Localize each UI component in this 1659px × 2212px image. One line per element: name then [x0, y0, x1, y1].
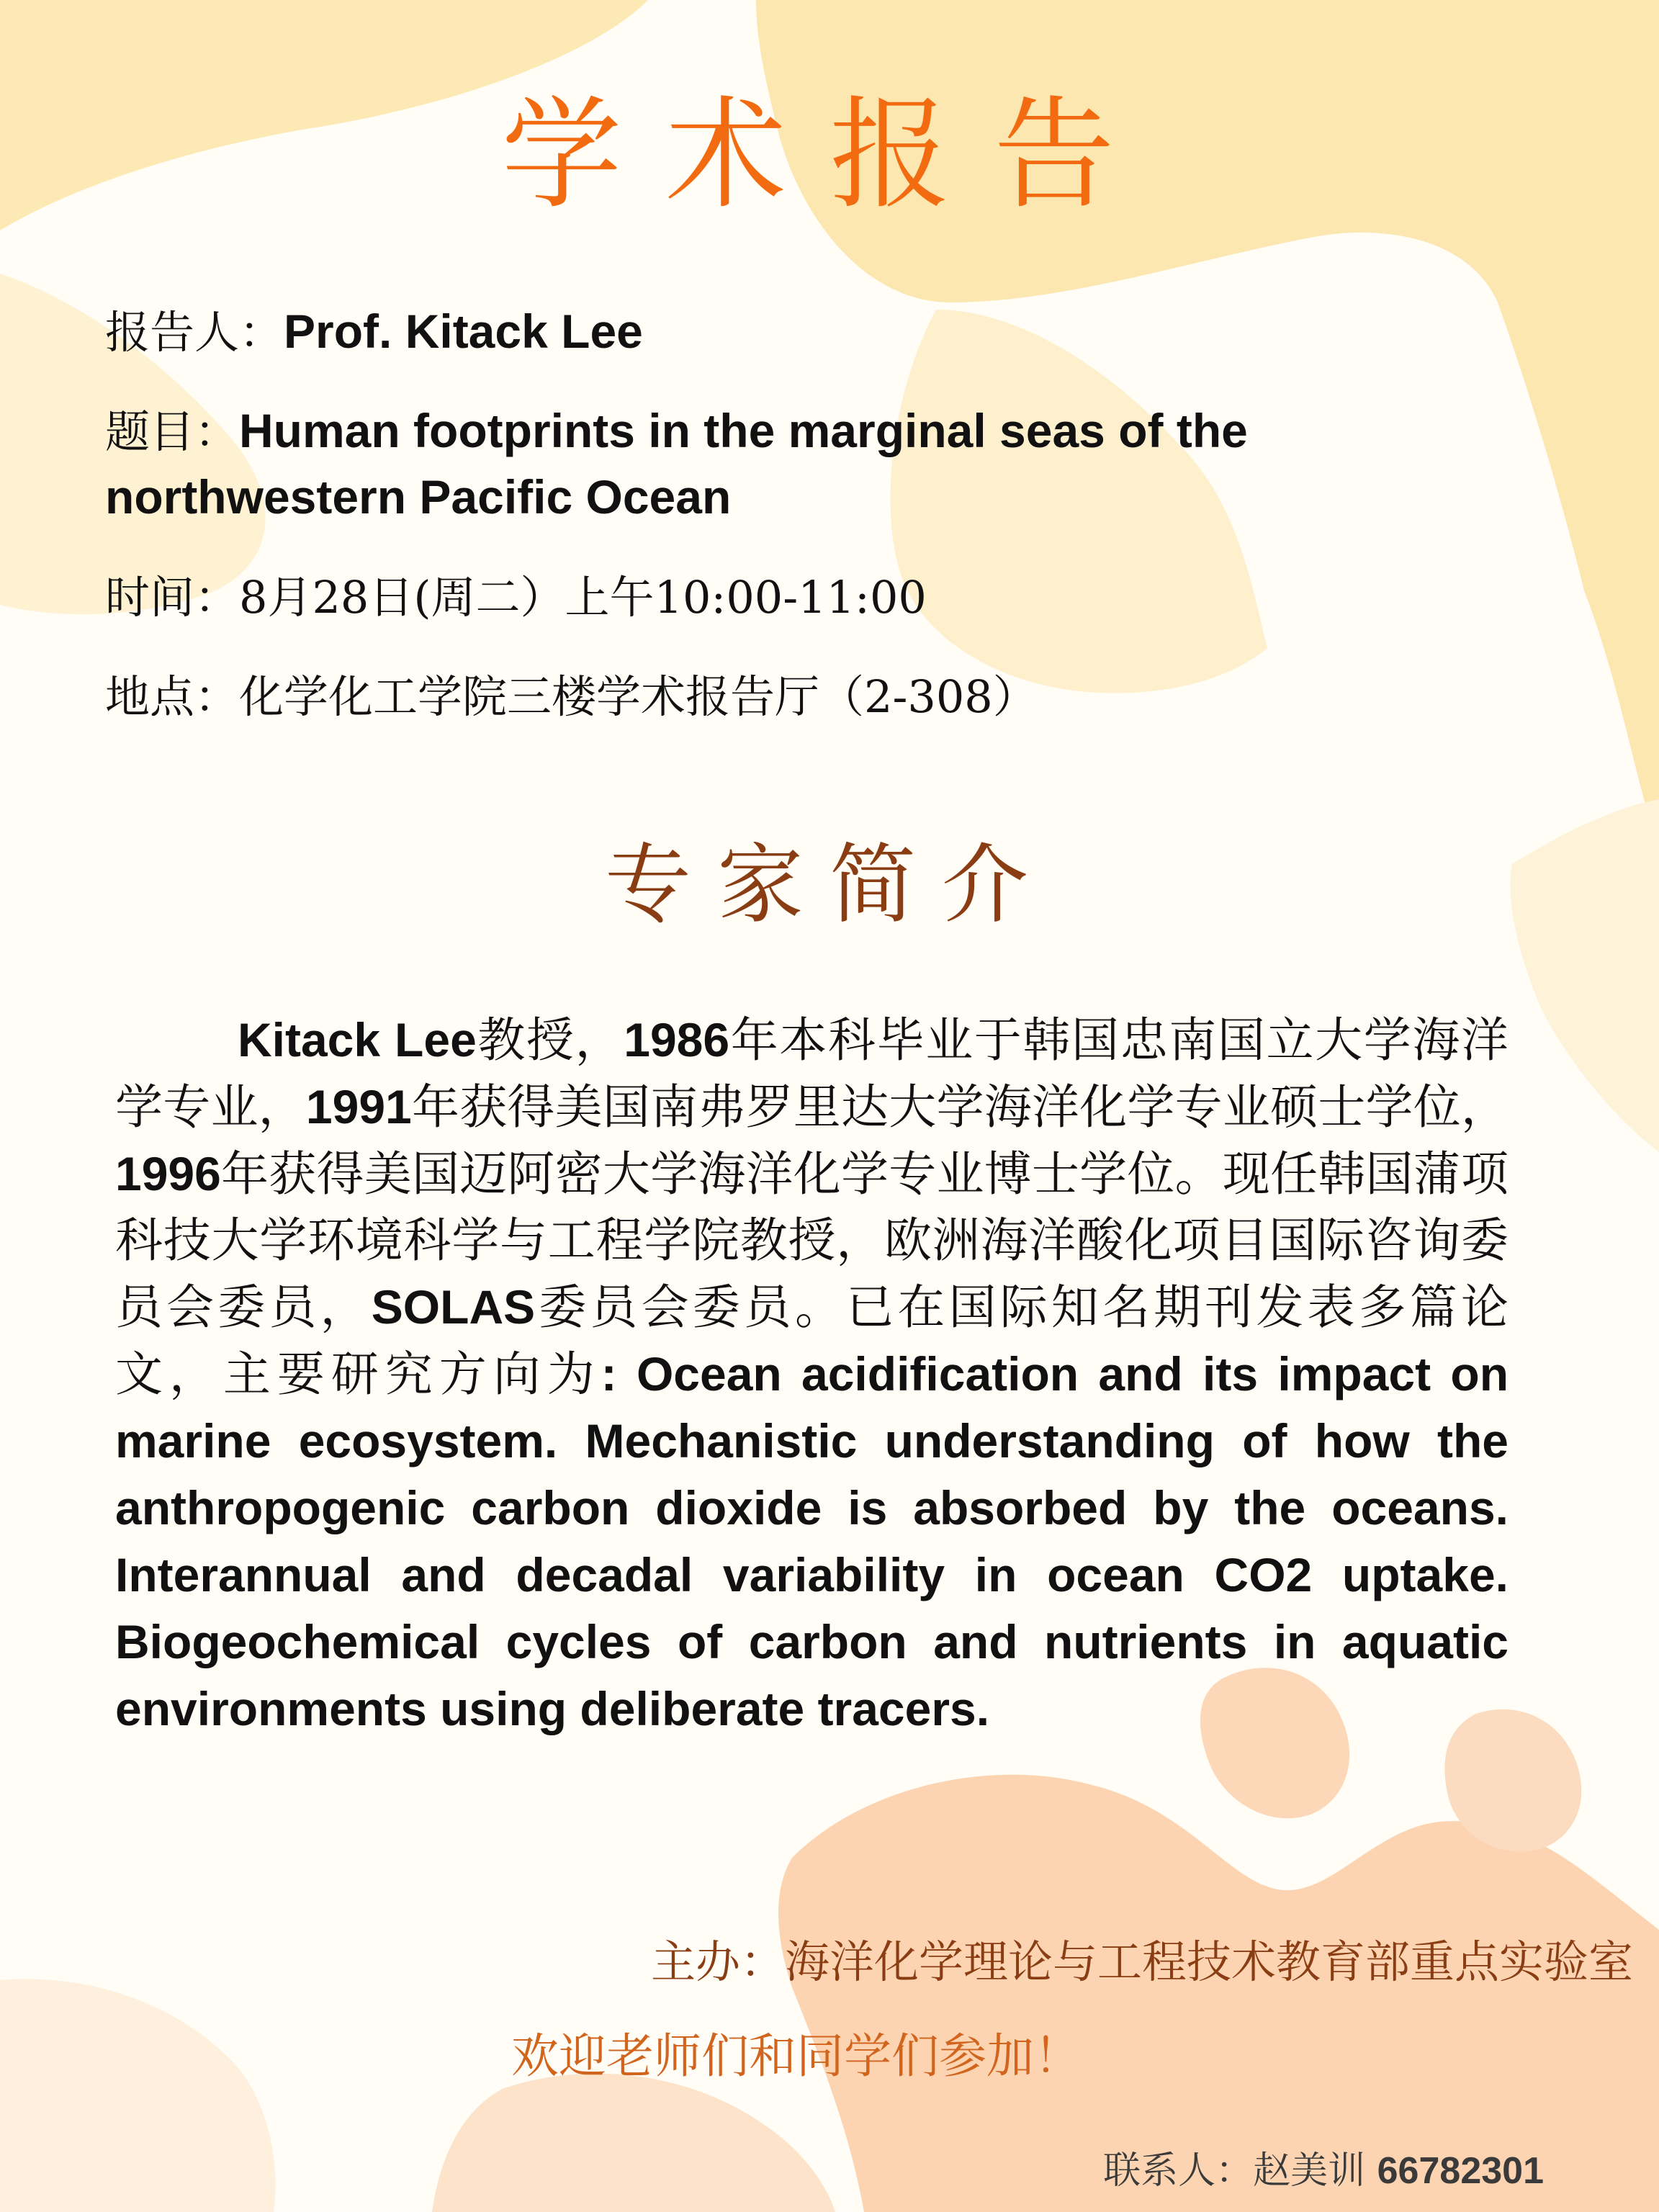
- bio-paragraph: [115, 1007, 1509, 1743]
- place-line: [105, 664, 1038, 730]
- page-title: 学术报告: [501, 84, 1158, 225]
- bio-research: : Ocean acidification and its impact on marine ecosystem. Mechanistic understanding of how the anthropogenic carbon dioxide is absorbed by the oceans. Interannual and decadal variability in ocean CO2 uptake. Biogeochemical cycles of carbon and nutrients in aquatic environments using deliberate tracers.: [115, 1347, 1509, 1735]
- topic-text-2: northwestern Pacific Ocean: [105, 470, 732, 523]
- time-label: 时间：: [105, 571, 240, 624]
- time-value: 8月28日(周二）上午10:00-11:00: [239, 571, 927, 624]
- bio-year-1: 1986: [624, 1013, 730, 1066]
- time-line: [105, 565, 927, 631]
- bio-text-2: 年本科毕业于韩国忠南国立大学海洋学专业，: [115, 1012, 1509, 1135]
- bio-title: 专家简介: [605, 835, 1054, 935]
- bio-text-1: 教授，: [476, 1012, 624, 1068]
- host-organizer: 主办：海洋化学理论与工程技术教育部重点实验室: [650, 1936, 1633, 1988]
- bio-year-2: 1991: [305, 1080, 412, 1133]
- place-value: 化学化工学院三楼学术报告厅（2-308）: [239, 670, 1038, 723]
- welcome-message: 欢迎老师们和同学们参加！: [511, 2028, 1082, 2084]
- bio-text-4: 年获得美国迈阿密大学海洋化学专业博士学位。现任韩国蒲项科技大学环境科学与工程学院教授，欧洲海洋酸化项目国际咨询委员会委员，: [115, 1146, 1509, 1335]
- bio-name: Kitack Lee: [238, 1013, 477, 1066]
- contact-phone: 66782301: [1377, 2150, 1544, 2192]
- speaker-label: 报告人：: [105, 306, 284, 359]
- place-label: 地点：: [105, 670, 240, 723]
- contact-info: [1103, 2142, 1544, 2200]
- contact-label: 联系人：赵美训: [1103, 2149, 1366, 2193]
- topic-line-2: [105, 464, 731, 531]
- speaker-name: Prof. Kitack Lee: [284, 305, 643, 358]
- bio-text-3: 年获得美国南弗罗里达大学海洋化学专业硕士学位，: [411, 1079, 1509, 1135]
- bio-year-3: 1996: [115, 1147, 221, 1200]
- bio-text-5: 委员会委员。已在国际知名期刊发表多篇论文，主要研究方向为: [115, 1280, 1509, 1402]
- bio-org: SOLAS: [371, 1280, 536, 1334]
- speaker-line: [105, 298, 643, 366]
- topic-label: 题目：: [105, 405, 240, 458]
- topic-text-1: Human footprints in the marginal seas of the: [239, 404, 1248, 457]
- topic-line-1: [105, 397, 1248, 465]
